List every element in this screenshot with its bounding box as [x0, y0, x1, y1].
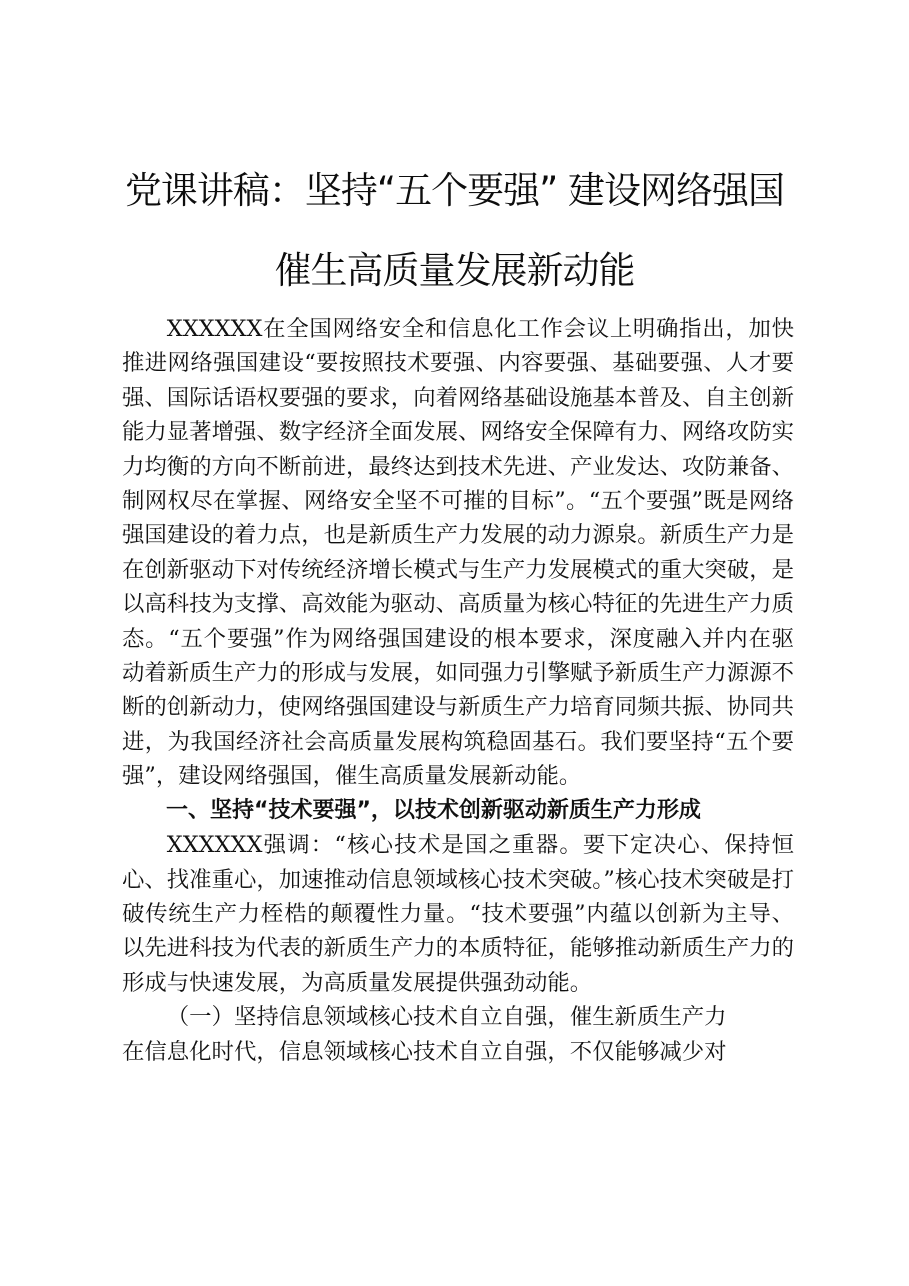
section-heading-1: 一、坚持“技术要强”，以技术创新驱动新质生产力形成: [166, 797, 701, 823]
section-1-paragraph: XXXXXX强调：“核心技术是国之重器。要下定决心、保持恒心、找准重心，加速推动信息领域核心技术突破。”核心技术突破是打破传统生产力桎梏的颠覆性力量。“技术要强”内蕴以创新为主导、以先进科技为代表的新质生产力的本质特征，能够推动新质生产力的形成与快速发展，为高质量发展提供强劲动能。: [122, 832, 794, 996]
subsection-1-paragraph: 在信息化时代，信息领域核心技术自立自强，不仅能够减少对: [122, 1038, 727, 1065]
document-title-line-1: 党课讲稿：坚持“五个要强” 建设网络强国: [124, 169, 785, 212]
document-title-line-2: 催生高质量发展新动能: [274, 249, 635, 292]
intro-paragraph: XXXXXX在全国网络安全和信息化工作会议上明确指出，加快推进网络强国建设“要按照技术要强、内容要强、基础要强、人才要强、国际话语权要强的要求，向着网络基础设施基本普及、自主创新能力显著增强、数字经济全面发展、网络安全保障有力、网络攻防实力均衡的方向不断前进，最终达到技术先进、产业发达、攻防兼备、制网权尽在掌握、网络安全坚不可摧的目标”。“五个要强”既是网络强国建设的着力点，也是新质生产力发展的动力源泉。新质生产力是在创新驱动下对传统经济增长模式与生产力发展模式的重大突破，是以高科技为支撑、高效能为驱动、高质量为核心特征的先进生产力质态。“五个要强”作为网络强国建设的根本要求，深度融入并内在驱动着新质生产力的形成与发展，如同强力引擎赋予新质生产力源源不断的创新动力，使网络强国建设与新质生产力培育同频共振、协同共进，为我国经济社会高质量发展构筑稳固基石。我们要坚持“五个要强”，建设网络强国，催生高质量发展新动能。: [122, 316, 794, 790]
document-body: [122, 312, 794, 1069]
subsection-heading-1: （一）坚持信息领域核心技术自立自强，催生新质生产力: [166, 1004, 727, 1031]
